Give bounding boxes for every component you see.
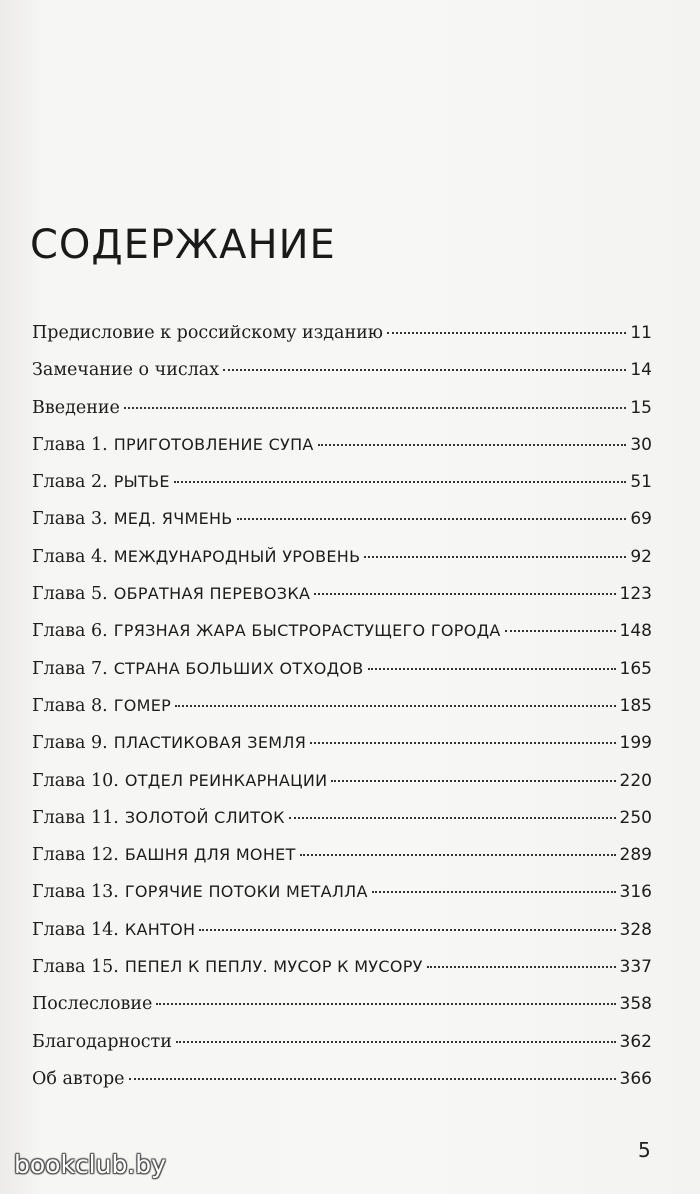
dot-leader bbox=[289, 817, 616, 819]
dot-leader bbox=[124, 407, 626, 409]
toc-entry bbox=[32, 957, 652, 994]
dot-leader bbox=[364, 556, 626, 558]
toc-page-number: 69 bbox=[630, 509, 652, 530]
dot-leader bbox=[174, 481, 627, 483]
toc-page-number: 362 bbox=[619, 1031, 652, 1052]
toc-entry-label: Глава 2. bbox=[32, 472, 108, 493]
toc-entry-label: Глава 6. bbox=[32, 621, 108, 642]
toc-entry-title: ОТДЕЛ РЕИНКАРНАЦИИ bbox=[124, 770, 328, 790]
toc-entry bbox=[32, 1032, 652, 1069]
toc-page-number: 316 bbox=[619, 882, 652, 903]
dot-leader bbox=[314, 593, 615, 595]
toc-entry-label: Глава 8. bbox=[32, 695, 108, 716]
watermark: bookclub.by bbox=[14, 1150, 166, 1179]
toc-entry-label: Глава 4. bbox=[32, 546, 108, 567]
toc-entry bbox=[32, 771, 652, 808]
toc-entry-label: Послесловие bbox=[32, 994, 153, 1015]
toc-entry-label: Предисловие к российскому изданию bbox=[32, 323, 384, 343]
toc-entry-label: Глава 15. bbox=[32, 957, 119, 978]
toc-page-number: 30 bbox=[630, 434, 652, 455]
toc-entry bbox=[32, 1069, 652, 1106]
toc-page-number: 289 bbox=[619, 845, 652, 866]
toc-page-number: 358 bbox=[619, 994, 652, 1015]
toc-entry-label: Глава 5. bbox=[32, 584, 108, 605]
toc-page-number: 328 bbox=[619, 919, 652, 940]
dot-leader bbox=[318, 444, 627, 446]
toc-entry bbox=[32, 547, 652, 584]
dot-leader bbox=[175, 705, 615, 707]
toc-page-number: 250 bbox=[619, 807, 652, 828]
toc-entry bbox=[32, 398, 652, 435]
dot-leader bbox=[427, 966, 616, 968]
toc-entry-label: Замечание о числах bbox=[32, 360, 220, 381]
dot-leader bbox=[237, 518, 627, 520]
toc-entry-title: ОБРАТНАЯ ПЕРЕВОЗКА bbox=[113, 584, 311, 604]
toc-entry-title: ПЕПЕЛ К ПЕПЛУ. МУСОР К МУСОРУ bbox=[124, 957, 423, 977]
toc-entry-label: Глава 10. bbox=[32, 770, 119, 791]
toc-entry bbox=[32, 696, 652, 733]
toc-entry-title: ГРЯЗНАЯ ЖАРА БЫСТРОРАСТУЩЕГО ГОРОДА bbox=[113, 621, 501, 641]
toc-entry bbox=[32, 621, 652, 658]
toc-entry-label: Глава 1. bbox=[32, 434, 108, 455]
toc-page-number: 366 bbox=[619, 1068, 652, 1089]
toc-entry bbox=[32, 733, 652, 770]
dot-leader bbox=[223, 369, 626, 371]
toc-entry-title: ЗОЛОТОЙ СЛИТОК bbox=[124, 807, 285, 827]
toc-entry bbox=[32, 882, 652, 919]
toc-page-number: 11 bbox=[630, 323, 652, 343]
toc-entry bbox=[32, 584, 652, 621]
dot-leader bbox=[156, 1003, 615, 1005]
toc-entry bbox=[32, 808, 652, 845]
table-of-contents bbox=[32, 323, 652, 1106]
dot-leader bbox=[199, 929, 615, 931]
toc-page-number: 51 bbox=[630, 472, 652, 493]
toc-entry bbox=[32, 994, 652, 1031]
dot-leader bbox=[129, 1078, 616, 1080]
toc-entry bbox=[32, 435, 652, 472]
dot-leader bbox=[331, 780, 615, 782]
toc-entry-title: ГОМЕР bbox=[113, 695, 172, 715]
toc-entry-label: Глава 9. bbox=[32, 733, 108, 754]
toc-entry-label: Глава 12. bbox=[32, 845, 119, 866]
toc-page-number: 337 bbox=[619, 957, 652, 978]
dot-leader bbox=[310, 742, 615, 744]
dot-leader bbox=[505, 630, 616, 632]
toc-entry bbox=[32, 920, 652, 957]
toc-entry-title: ГОРЯЧИЕ ПОТОКИ МЕТАЛЛА bbox=[124, 882, 368, 902]
dot-leader bbox=[368, 668, 616, 670]
toc-entry bbox=[32, 659, 652, 696]
toc-entry-label: Об авторе bbox=[32, 1068, 125, 1089]
toc-entry-label: Глава 13. bbox=[32, 882, 119, 903]
toc-entry-label: Глава 14. bbox=[32, 919, 119, 940]
toc-entry-title: ПРИГОТОВЛЕНИЕ СУПА bbox=[113, 434, 314, 454]
toc-entry bbox=[32, 472, 652, 509]
toc-page-number: 199 bbox=[619, 733, 652, 754]
toc-entry-title: МЕЖДУНАРОДНЫЙ УРОВЕНЬ bbox=[113, 546, 361, 566]
toc-entry-label: Введение bbox=[32, 397, 120, 418]
dot-leader bbox=[387, 332, 626, 334]
toc-entry-label: Глава 7. bbox=[32, 658, 108, 679]
dot-leader bbox=[372, 891, 616, 893]
toc-entry-label: Глава 11. bbox=[32, 807, 119, 828]
toc-page-number: 92 bbox=[630, 546, 652, 567]
toc-entry-title: ПЛАСТИКОВАЯ ЗЕМЛЯ bbox=[113, 733, 307, 753]
toc-entry-title: БАШНЯ ДЛЯ МОНЕТ bbox=[124, 845, 296, 865]
toc-page-number: 165 bbox=[619, 658, 652, 679]
toc-page-number: 123 bbox=[619, 584, 652, 605]
toc-page-number: 14 bbox=[630, 360, 652, 381]
page-title: СОДЕРЖАНИЕ bbox=[30, 222, 336, 268]
toc-entry bbox=[32, 509, 652, 546]
toc-page-number: 220 bbox=[619, 770, 652, 791]
toc-entry-title: РЫТЬЕ bbox=[113, 472, 170, 492]
page-number: 5 bbox=[638, 1138, 651, 1162]
toc-entry bbox=[32, 323, 652, 360]
toc-entry-title: МЕД. ЯЧМЕНЬ bbox=[113, 509, 233, 529]
toc-entry-title: СТРАНА БОЛЬШИХ ОТХОДОВ bbox=[113, 658, 364, 678]
toc-page-number: 148 bbox=[619, 621, 652, 642]
toc-page-number: 185 bbox=[619, 695, 652, 716]
dot-leader bbox=[176, 1041, 616, 1043]
toc-entry-label: Благодарности bbox=[32, 1031, 172, 1052]
toc-page-number: 15 bbox=[630, 397, 652, 418]
toc-entry bbox=[32, 360, 652, 397]
toc-entry-label: Глава 3. bbox=[32, 509, 108, 530]
dot-leader bbox=[300, 854, 616, 856]
toc-entry-title: КАНТОН bbox=[124, 919, 196, 939]
toc-entry bbox=[32, 845, 652, 882]
